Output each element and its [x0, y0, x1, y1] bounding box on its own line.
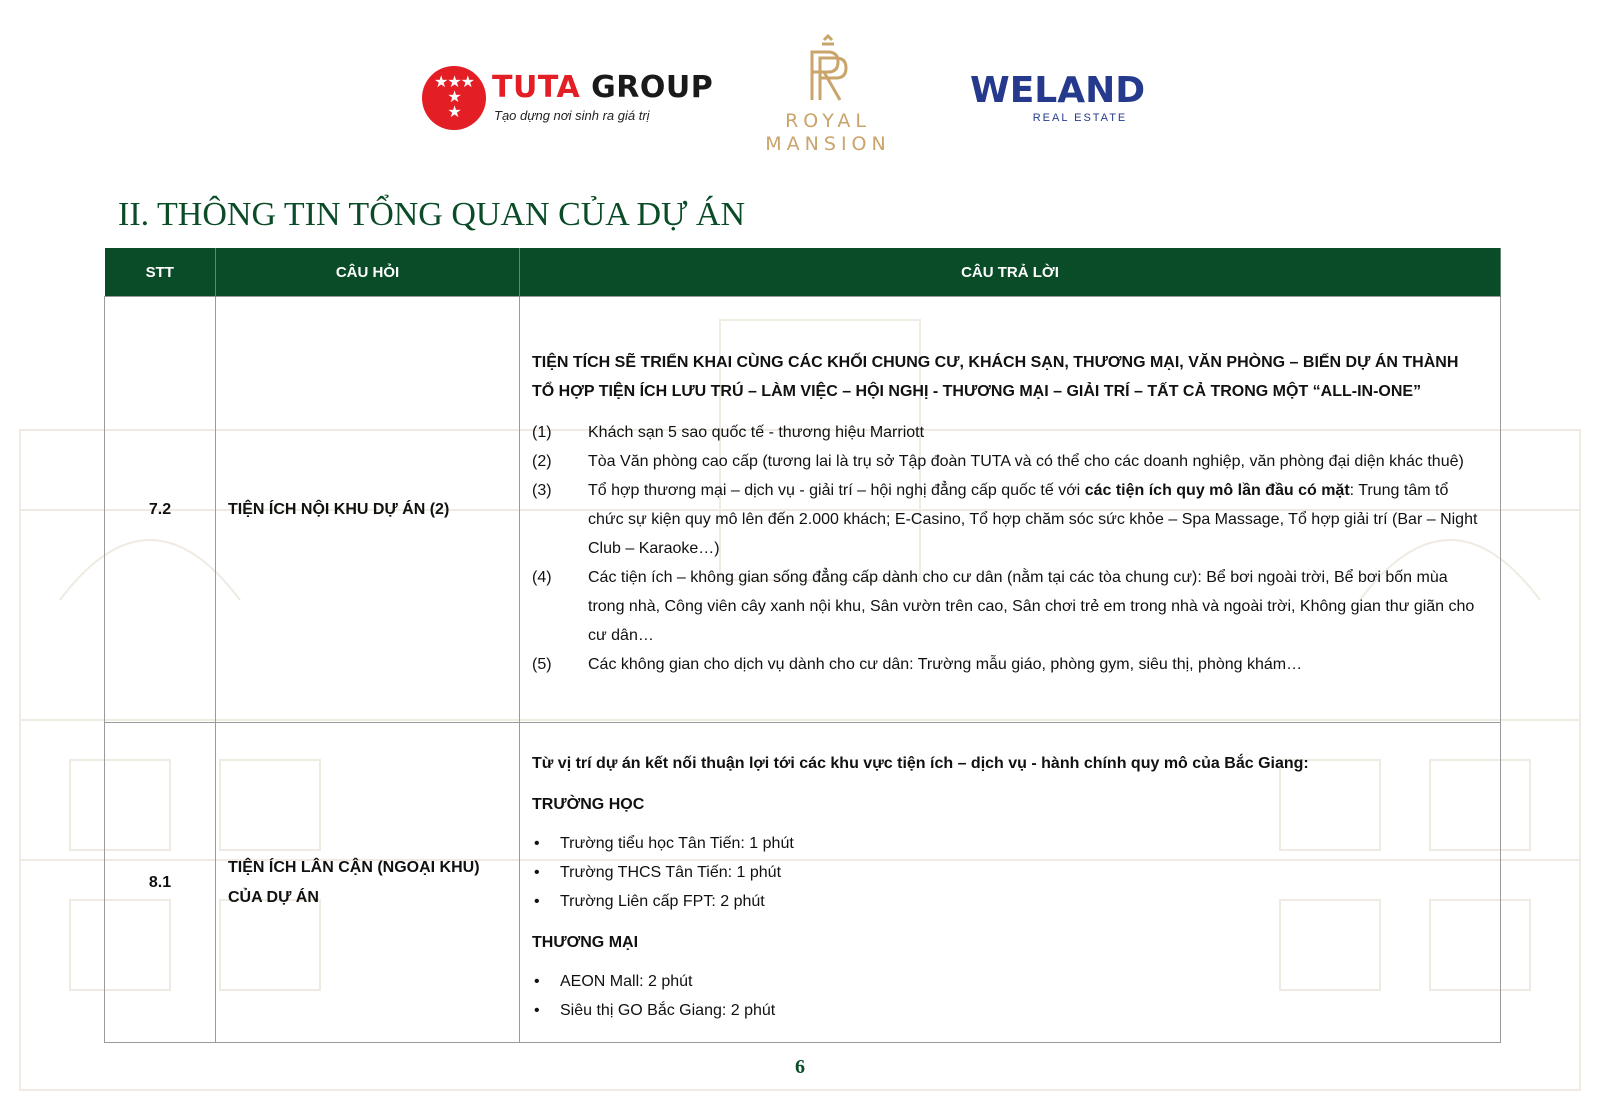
- weland-logo-subtitle: REAL ESTATE: [1032, 112, 1128, 124]
- header-stt: STT: [105, 248, 216, 297]
- list-item: [532, 650, 1482, 679]
- list-item: • Siêu thị GO Bắc Giang: 2 phút: [532, 996, 1482, 1025]
- list-item-text: Các tiện ích – không gian sống đẳng cấp dành cho cư dân (nằm tại các tòa chung cư): Bể bơi ngoài trời, Bể bơi bốn mùa trong nhà, Công viên cây xanh nội khu, Sân vườn trên cao, Sân chơi trẻ em trong nhà và ngoài trời, Không gian thư giãn cho cư dân…: [588, 569, 1475, 644]
- numbered-list: [532, 418, 1482, 679]
- list-item-text: Tòa Văn phòng cao cấp (tương lai là trụ sở Tập đoàn TUTA và có thể cho các doanh nghiệp, văn phòng đại diện khác thuê): [588, 453, 1464, 470]
- star-icon: ★★★ ★ ★: [422, 66, 486, 130]
- list-item: [532, 447, 1482, 476]
- tuta-logo-name-red: TUTA: [492, 70, 581, 105]
- header-answer: CÂU TRẢ LỜI: [520, 248, 1501, 297]
- list-item: [532, 418, 1482, 447]
- page-number: 6: [795, 1056, 805, 1078]
- list-item: • Trường THCS Tân Tiến: 1 phút: [532, 858, 1482, 887]
- row-question: TIỆN ÍCH NỘI KHU DỰ ÁN (2): [216, 297, 520, 723]
- table-header-row: [105, 248, 1501, 297]
- answer-intro: TIỆN TÍCH SẼ TRIỂN KHAI CÙNG CÁC KHỐI CHUNG CƯ, KHÁCH SẠN, THƯƠNG MẠI, VĂN PHÒNG – BIẾN DỰ ÁN THÀNH TỔ HỢP TIỆN ÍCH LƯU TRÚ – LÀM VIỆC – HỘI NGHỊ - THƯƠNG MẠI – GIẢI TRÍ – TẤT CẢ TRONG MỘT “ALL-IN-ONE”: [532, 354, 1459, 400]
- tuta-slogan: Tạo dựng nơi sinh ra giá trị: [494, 108, 650, 123]
- list-item: • Trường Liên cấp FPT: 2 phút: [532, 887, 1482, 916]
- list-item-number: (2): [532, 453, 552, 470]
- mansion-line: MANSION: [765, 133, 891, 155]
- header-question: CÂU HỎI: [216, 248, 520, 297]
- list-item-number: (1): [532, 424, 552, 441]
- tuta-group-logo: [422, 66, 714, 136]
- weland-logo-text: WELAND: [970, 70, 1146, 111]
- table-row: [105, 297, 1501, 723]
- answer-intro: Từ vị trí dự án kết nối thuận lợi tới các khu vực tiện ích – dịch vụ - hành chính quy mô của Bắc Giang:: [532, 754, 1309, 772]
- list-item: • Trường tiểu học Tân Tiến: 1 phút: [532, 829, 1482, 858]
- list-item-text-bold: các tiện ích quy mô lần đầu có mặt: [1084, 482, 1350, 499]
- bullet-list-commerce: [532, 967, 1482, 1025]
- row-stt: 7.2: [105, 297, 216, 723]
- royal-monogram-icon: [798, 34, 858, 104]
- list-item: [532, 476, 1482, 563]
- list-item-text: Các không gian cho dịch vụ dành cho cư dân: Trường mẫu giáo, phòng gym, siêu thị, phòng khám…: [588, 656, 1303, 673]
- list-item-text-before: Tổ hợp thương mại – dịch vụ - giải trí – hội nghị đẳng cấp quốc tế với: [588, 482, 1085, 499]
- table-row: [105, 723, 1501, 1043]
- royal-line: ROYAL: [785, 110, 871, 132]
- list-item-number: (3): [532, 482, 552, 499]
- weland-logo: [970, 72, 1160, 132]
- row-question: TIỆN ÍCH LÂN CẬN (NGOẠI KHU) CỦA DỰ ÁN: [216, 723, 520, 1043]
- tuta-logo-name-black: GROUP: [591, 70, 714, 105]
- list-item: • AEON Mall: 2 phút: [532, 967, 1482, 996]
- list-item: [532, 563, 1482, 650]
- list-item-number: (4): [532, 569, 552, 586]
- royal-mansion-logo: [758, 34, 898, 164]
- group-title-schools: TRƯỜNG HỌC: [532, 795, 645, 813]
- list-item-number: (5): [532, 656, 552, 673]
- tuta-logo-text: [492, 70, 713, 105]
- royal-mansion-text: [758, 110, 898, 156]
- list-item-text: Khách sạn 5 sao quốc tế - thương hiệu Marriott: [588, 424, 925, 441]
- faq-table: [104, 248, 1501, 1043]
- bullet-list-schools: [532, 829, 1482, 916]
- logo-bar: [0, 30, 1600, 170]
- list-item-text-after: : Trung tâm tổ chức sự kiện quy mô lên đến 2.000 khách; E-Casino, Tổ hợp chăm sóc sức khỏe – Spa Massage, Tổ hợp giải trí (Bar – Night Club – Karaoke…): [588, 482, 1478, 557]
- row-answer: [520, 723, 1501, 1043]
- row-answer: [520, 297, 1501, 723]
- group-title-commerce: THƯƠNG MẠI: [532, 933, 639, 951]
- section-title: II. THÔNG TIN TỔNG QUAN CỦA DỰ ÁN: [118, 196, 746, 233]
- row-stt: 8.1: [105, 723, 216, 1043]
